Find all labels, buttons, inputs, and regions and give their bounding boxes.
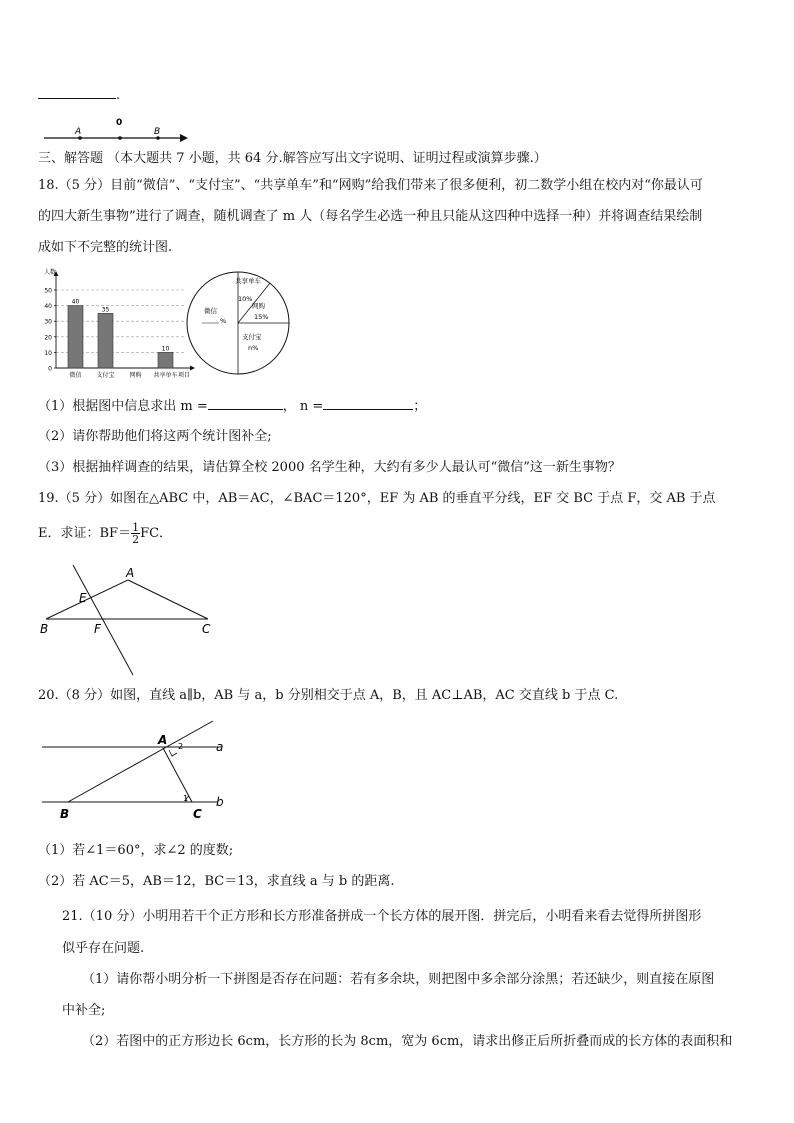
y-tick-label: 20 bbox=[44, 334, 52, 342]
label-B: B bbox=[40, 622, 49, 636]
q18-sub3: （3）根据抽样调查的结果，请估算全校 2000 名学生种，大约有多少人最认可“微信”这一新生事物？ bbox=[38, 460, 621, 475]
label-a: A bbox=[75, 127, 82, 137]
q18-line3: 成如下不完整的统计图. bbox=[38, 240, 173, 255]
pie-label-alipay: 支付宝 bbox=[242, 333, 262, 341]
q21-sub1-line1: （1）请你帮小明分析一下拼图是否存在问题：若有多余块，则把图中多余部分涂黑；若还缺少，则直接在原图 bbox=[82, 972, 715, 987]
y-tick-label: 10 bbox=[44, 349, 52, 357]
category-label: 网购 bbox=[129, 372, 142, 379]
label-b: B bbox=[154, 127, 161, 137]
bar-value-label: 10 bbox=[161, 345, 170, 353]
label-C: C bbox=[202, 622, 211, 636]
q18-line1: 18.（5 分）目前“微信”、“支付宝”、“共享单车”和“网购”给我们带来了很多便利，初二数学小组在校内对“你最认可 bbox=[38, 178, 703, 193]
bar-1 bbox=[68, 306, 83, 368]
point-zero bbox=[118, 136, 122, 140]
label-E: E bbox=[79, 591, 87, 605]
y-axis-label: 人数 bbox=[44, 269, 57, 276]
bar-value-label: 35 bbox=[101, 306, 110, 314]
label-angle-2: 2 bbox=[178, 742, 184, 751]
q18-sub2: （2）请你帮助他们将这两个统计图补全; bbox=[38, 429, 272, 444]
top-answer-blank: . bbox=[38, 86, 120, 104]
label-C: C bbox=[193, 807, 202, 821]
category-label: 支付宝 bbox=[96, 372, 115, 379]
q20-line1: 20.（8 分）如图，直线 a∥b，AB 与 a，b 分别相交于点 A，B，且 AC⊥AB，AC 交直线 b 于点 C. bbox=[38, 688, 619, 703]
label-F: F bbox=[94, 622, 101, 636]
q21-line2: 似乎存在问题. bbox=[62, 941, 145, 956]
bar-value-label: 40 bbox=[71, 298, 80, 306]
pie-chart bbox=[183, 268, 293, 378]
q20-sub1: （1）若∠1＝60°，求∠2 的度数; bbox=[38, 843, 234, 858]
q19-line1: 19.（5 分）如图在△ABC 中，AB＝AC，∠BAC＝120°，EF 为 AB 的垂直平分线，EF 交 BC 于点 F，交 AB 于点 bbox=[38, 491, 716, 506]
pie-pct-alipay: n% bbox=[248, 344, 259, 352]
pie-pct-online: 15% bbox=[254, 313, 269, 321]
label-A: A bbox=[158, 733, 168, 747]
label-zero: 0 bbox=[116, 118, 123, 128]
q20-sub2: （2）若 AC＝5，AB＝12，BC＝13，求直线 a 与 b 的距离. bbox=[38, 874, 395, 889]
blank-m bbox=[208, 397, 283, 410]
label-angle-1: 1 bbox=[183, 794, 189, 803]
x-axis-label: 项目 bbox=[178, 372, 191, 379]
label-line-a: a bbox=[216, 740, 224, 754]
label-A: A bbox=[126, 566, 135, 580]
q18-line2: 的四大新生事物”进行了调查，随机调查了 m 人（每名学生必选一种且只能从这四种中选择一种）并将调查结果绘制 bbox=[38, 209, 703, 224]
category-label: 微信 bbox=[69, 372, 82, 379]
y-tick-label: 40 bbox=[44, 303, 52, 311]
pie-label-wechat: 微信 bbox=[204, 307, 217, 315]
q18-sub1: （1）根据图中信息求出 m = ， n = ； bbox=[38, 399, 427, 414]
pie-pct-wechat: % bbox=[220, 317, 227, 325]
y-tick-label: 0 bbox=[48, 365, 52, 373]
q21-line1: 21.（10 分）小明用若干个正方形和长方形准备拼成一个长方体的展开图．拼完后，小明看来看去觉得所拼图形 bbox=[62, 909, 702, 924]
category-label: 共享单车 bbox=[153, 372, 178, 379]
section-heading: 三、解答题 （本大题共 7 小题，共 64 分.解答应写出文字说明、证明过程或演算步骤.） bbox=[38, 151, 547, 166]
number-line-figure bbox=[38, 116, 198, 146]
q19-line2: E．求证：BF＝ $\frac{1}{2}$ FC． bbox=[38, 521, 173, 546]
bar-2 bbox=[98, 313, 113, 368]
q21-sub1-line2: 中补全; bbox=[62, 1003, 106, 1018]
parallel-lines-figure bbox=[38, 718, 238, 828]
q21-sub2-line1: （2）若图中的正方形边长 6cm，长方形的长为 8cm，宽为 6cm，请求出修正后所折叠而成的长方体的表面积和 bbox=[82, 1034, 733, 1049]
bar-4 bbox=[158, 352, 173, 368]
blank-n bbox=[323, 397, 413, 410]
y-tick-label: 30 bbox=[44, 318, 52, 326]
pie-pct-shared-bike: 10% bbox=[238, 295, 253, 303]
triangle-figure bbox=[38, 560, 218, 680]
fraction-half: $\frac{1}{2}$ bbox=[132, 521, 140, 546]
label-B: B bbox=[60, 807, 70, 821]
y-tick-label: 50 bbox=[44, 287, 52, 295]
pie-label-shared-bike: 共享单车 bbox=[235, 277, 261, 285]
pie-label-online: 网购 bbox=[252, 302, 265, 310]
label-line-b: b bbox=[216, 795, 224, 809]
